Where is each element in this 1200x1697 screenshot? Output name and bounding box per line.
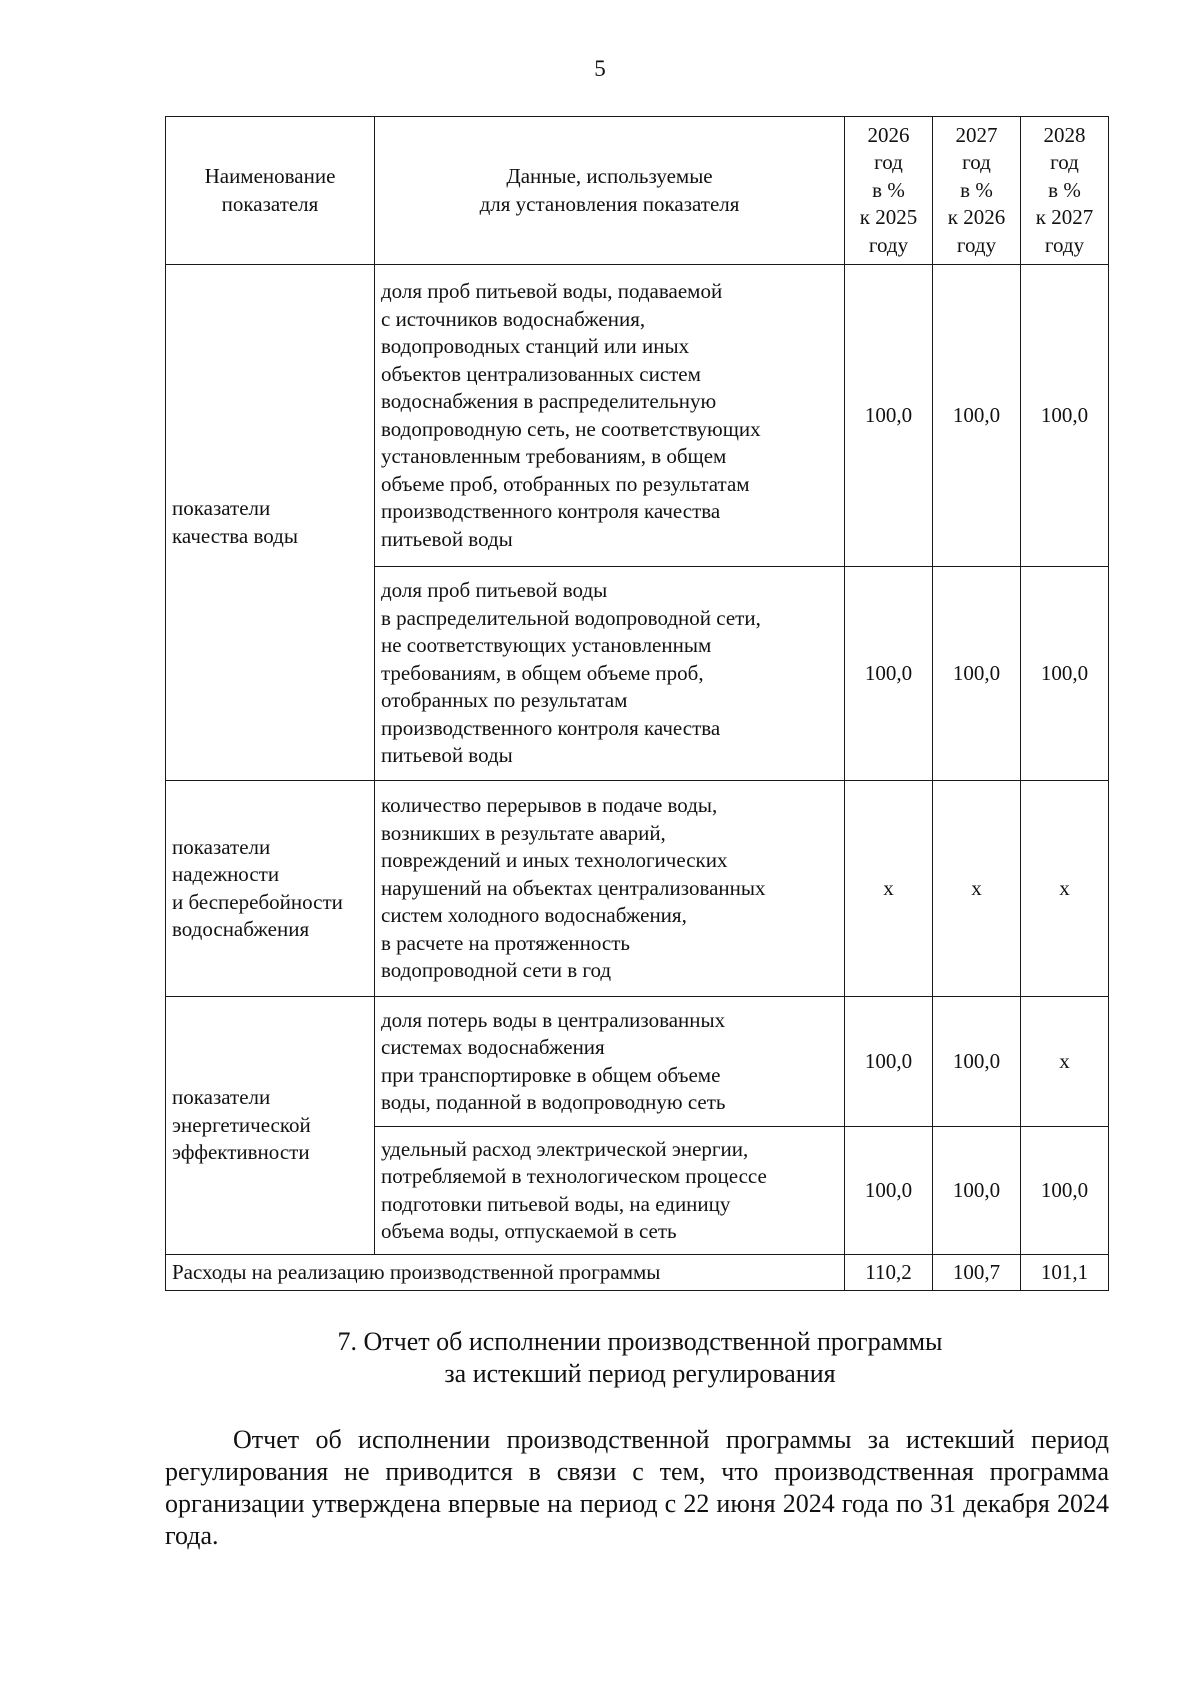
table-total-row (166, 1255, 1109, 1291)
row-value-2028: x (1021, 781, 1109, 997)
group-water-quality: показатели качества воды (166, 265, 375, 781)
page-number: 5 (594, 56, 606, 81)
total-value-2028: 101,1 (1021, 1255, 1109, 1291)
row-description: удельный расход электрической энергии, потребляемой в технологическом процессе подготовки питьевой воды, на единицу объема воды, отпускаемой в сеть (375, 1127, 845, 1255)
row-description: доля проб питьевой воды, подаваемой с источников водоснабжения, водопроводных станций или иных объектов централизованных систем водоснабжения в распределительную водопроводную сеть, не соответствующих установленным требованиям, в общем объеме проб, отобранных по результатам производственного контроля качества питьевой воды (375, 265, 845, 567)
table-header-row (166, 117, 1109, 265)
group-energy-efficiency: показатели энергетической эффективности (166, 997, 375, 1255)
header-year-2028: 2028 год в % к 2027 году (1021, 117, 1109, 265)
row-value-2026: 100,0 (845, 997, 933, 1127)
row-description: доля потерь воды в централизованных системах водоснабжения при транспортировке в общем объеме воды, поданной в водопроводную сеть (375, 997, 845, 1127)
group-reliability: показатели надежности и бесперебойности водоснабжения (166, 781, 375, 997)
total-value-2026: 110,2 (845, 1255, 933, 1291)
row-value-2027: 100,0 (933, 1127, 1021, 1255)
row-value-2028: x (1021, 997, 1109, 1127)
header-indicator-name: Наименование показателя (166, 117, 375, 265)
table-row (166, 781, 1109, 997)
section-title: 7. Отчет об исполнении производственной программы за истекший период регулирования (337, 1327, 943, 1388)
report-paragraph: Отчет об исполнении производственной программы за истекший период регулирования не приводится в связи с тем, что производственная программа организации утверждена впервые на период с 22 июня 2024 года по 31 декабря 2024 года. (165, 1425, 1109, 1550)
row-value-2026: x (845, 781, 933, 997)
row-value-2028: 100,0 (1021, 265, 1109, 567)
header-indicator-data: Данные, используемые для установления показателя (375, 117, 845, 265)
total-value-2027: 100,7 (933, 1255, 1021, 1291)
header-year-2027: 2027 год в % к 2026 году (933, 117, 1021, 265)
row-value-2027: 100,0 (933, 567, 1021, 781)
row-value-2027: 100,0 (933, 265, 1021, 567)
row-value-2028: 100,0 (1021, 1127, 1109, 1255)
row-description: доля проб питьевой воды в распределительной водопроводной сети, не соответствующих установленным требованиям, в общем объеме проб, отобранных по результатам производственного контроля качества питьевой воды (375, 567, 845, 781)
total-label: Расходы на реализацию производственной программы (166, 1255, 845, 1291)
row-value-2027: 100,0 (933, 997, 1021, 1127)
table-row (166, 265, 1109, 567)
table-row (166, 997, 1109, 1127)
row-value-2026: 100,0 (845, 567, 933, 781)
row-value-2026: 100,0 (845, 265, 933, 567)
row-value-2027: x (933, 781, 1021, 997)
header-year-2026: 2026 год в % к 2025 году (845, 117, 933, 265)
row-description: количество перерывов в подаче воды, возникших в результате аварий, повреждений и иных технологических нарушений на объектах централизованных систем холодного водоснабжения, в расчете на протяженность водопроводной сети в год (375, 781, 845, 997)
row-value-2026: 100,0 (845, 1127, 933, 1255)
indicators-table (165, 116, 1109, 1291)
row-value-2028: 100,0 (1021, 567, 1109, 781)
